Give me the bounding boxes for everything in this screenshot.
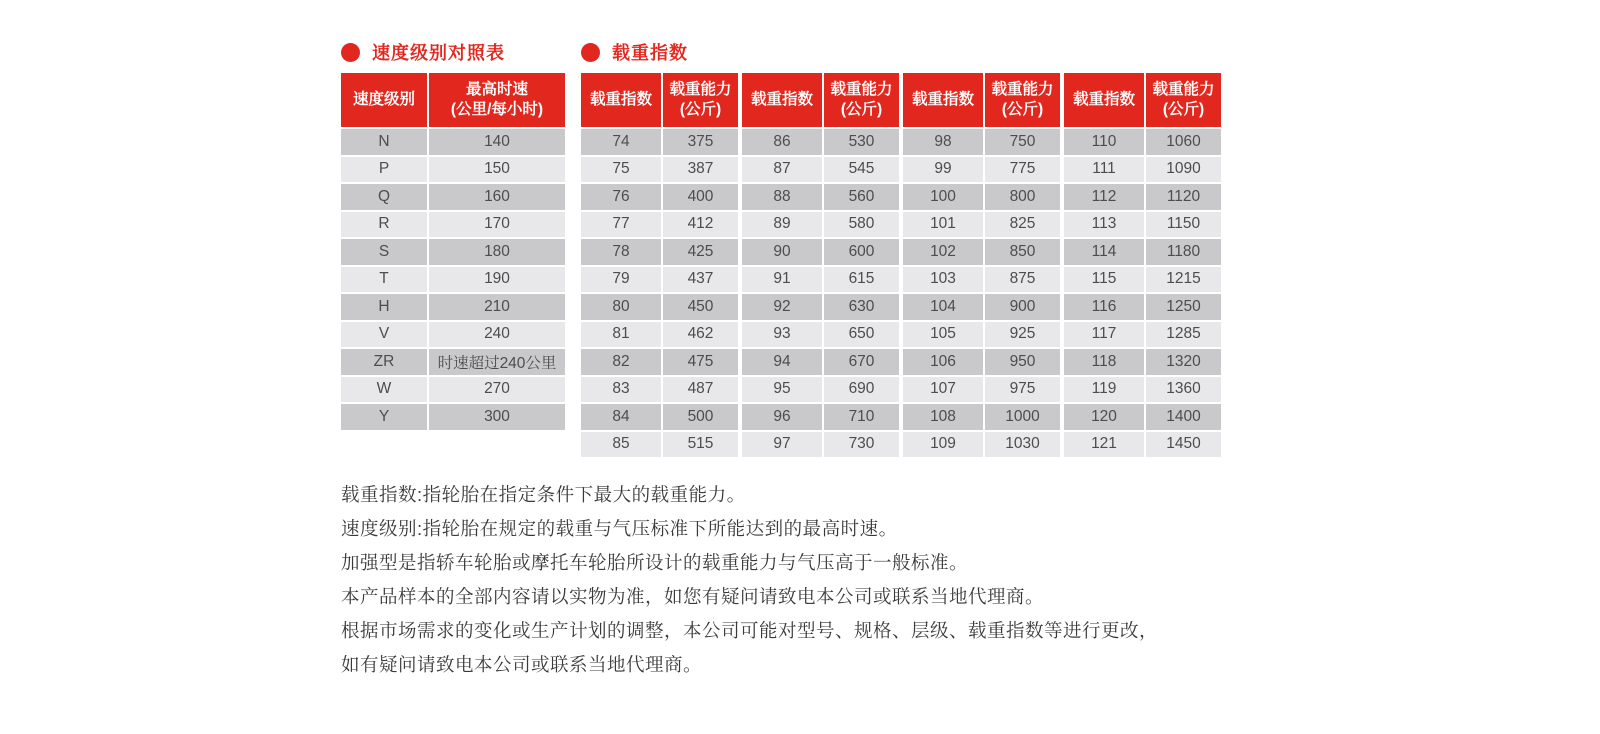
load-index-cell: 74 (581, 129, 661, 155)
load-index-cell: 111 (1064, 157, 1144, 183)
load-capacity-cell: 515 (663, 432, 738, 458)
load-capacity-cell: 900 (985, 294, 1060, 320)
max-speed-col-header (429, 73, 565, 127)
load-capacity-cell: 875 (985, 267, 1060, 293)
load-capacity-cell: 1285 (1146, 322, 1221, 348)
load-index-cell: 80 (581, 294, 661, 320)
load-capacity-cell: 750 (985, 129, 1060, 155)
load-index-cell: 110 (1064, 129, 1144, 155)
speed-rating-cell: W (341, 377, 427, 403)
load-capacity-cell: 1400 (1146, 404, 1221, 430)
load-capacity-cell: 600 (824, 239, 899, 265)
load-index-cell: 93 (742, 322, 822, 348)
load-index-col-header: 载重指数 (903, 73, 983, 127)
bullet-dot-icon (581, 43, 600, 62)
load-index-cell: 105 (903, 322, 983, 348)
load-capacity-col-header: 载重能力 (公斤) (1146, 73, 1221, 127)
speed-table-title-text: 速度级别对照表 (372, 43, 505, 63)
load-index-cell: 108 (903, 404, 983, 430)
speed-rating-cell: R (341, 212, 427, 238)
load-index-cell: 104 (903, 294, 983, 320)
load-index-cell: 77 (581, 212, 661, 238)
load-capacity-cell: 425 (663, 239, 738, 265)
load-capacity-cell: 825 (985, 212, 1060, 238)
load-index-cell: 120 (1064, 404, 1144, 430)
max-speed-header-line2: (公里/每小时) (450, 101, 544, 118)
load-capacity-cell: 950 (985, 349, 1060, 375)
load-index-cell: 82 (581, 349, 661, 375)
max-speed-cell: 190 (429, 267, 565, 293)
load-index-cell: 102 (903, 239, 983, 265)
max-speed-cell: 210 (429, 294, 565, 320)
load-capacity-cell: 1250 (1146, 294, 1221, 320)
load-index-group-1 (581, 73, 738, 457)
load-index-cell: 89 (742, 212, 822, 238)
load-index-cell: 115 (1064, 267, 1144, 293)
load-index-cell: 85 (581, 432, 661, 458)
load-index-cell: 79 (581, 267, 661, 293)
load-index-cell: 113 (1064, 212, 1144, 238)
load-capacity-cell: 475 (663, 349, 738, 375)
speed-table-title (341, 39, 505, 65)
note-line: 根据市场需求的变化或生产计划的调整，本公司可能对型号、规格、层级、载重指数等进行更改， (341, 620, 1159, 641)
load-capacity-cell: 850 (985, 239, 1060, 265)
speed-rating-col-header: 速度级别 (341, 73, 427, 127)
load-table-title-text: 载重指数 (612, 43, 688, 63)
load-index-cell: 84 (581, 404, 661, 430)
load-capacity-cell: 775 (985, 157, 1060, 183)
load-capacity-cell: 580 (824, 212, 899, 238)
load-index-cell: 107 (903, 377, 983, 403)
max-speed-cell: 140 (429, 129, 565, 155)
load-index-cell: 117 (1064, 322, 1144, 348)
load-capacity-cell: 1360 (1146, 377, 1221, 403)
note-line: 本产品样本的全部内容请以实物为准，如您有疑问请致电本公司或联系当地代理商。 (341, 586, 1045, 607)
load-capacity-col-header: 载重能力 (公斤) (663, 73, 738, 127)
load-index-cell: 98 (903, 129, 983, 155)
load-index-cell: 97 (742, 432, 822, 458)
load-capacity-cell: 530 (824, 129, 899, 155)
load-index-cell: 90 (742, 239, 822, 265)
load-capacity-cell: 615 (824, 267, 899, 293)
footnotes (341, 478, 1158, 682)
load-index-cell: 92 (742, 294, 822, 320)
load-capacity-cell: 375 (663, 129, 738, 155)
speed-rating-cell: N (341, 129, 427, 155)
speed-rating-cell: P (341, 157, 427, 183)
load-index-group-3 (903, 73, 1060, 457)
load-index-cell: 103 (903, 267, 983, 293)
speed-rating-cell: T (341, 267, 427, 293)
load-capacity-cell: 710 (824, 404, 899, 430)
load-index-cell: 76 (581, 184, 661, 210)
max-speed-cell: 300 (429, 404, 565, 430)
max-speed-cell: 150 (429, 157, 565, 183)
load-index-cell: 116 (1064, 294, 1144, 320)
load-capacity-cell: 1450 (1146, 432, 1221, 458)
load-index-col-header: 载重指数 (742, 73, 822, 127)
max-speed-header-line1: 最高时速 (465, 80, 528, 98)
load-index-cell: 112 (1064, 184, 1144, 210)
max-speed-cell: 180 (429, 239, 565, 265)
load-index-cell: 95 (742, 377, 822, 403)
load-capacity-cell: 1000 (985, 404, 1060, 430)
load-capacity-col-header: 载重能力 (公斤) (985, 73, 1060, 127)
load-index-col-header: 载重指数 (1064, 73, 1144, 127)
load-index-table (581, 73, 1221, 457)
load-capacity-cell: 560 (824, 184, 899, 210)
load-index-cell: 118 (1064, 349, 1144, 375)
speed-rating-cell: Y (341, 404, 427, 430)
load-capacity-cell: 925 (985, 322, 1060, 348)
load-capacity-cell: 1215 (1146, 267, 1221, 293)
load-capacity-cell: 437 (663, 267, 738, 293)
load-capacity-cell: 412 (663, 212, 738, 238)
load-capacity-cell: 975 (985, 377, 1060, 403)
load-index-col-header: 载重指数 (581, 73, 661, 127)
load-capacity-col-header: 载重能力 (公斤) (824, 73, 899, 127)
speed-rating-cell: S (341, 239, 427, 265)
note-line: 如有疑问请致电本公司或联系当地代理商。 (341, 654, 703, 675)
load-index-cell: 88 (742, 184, 822, 210)
note-line: 加强型是指轿车轮胎或摩托车轮胎所设计的载重能力与气压高于一般标准。 (341, 552, 969, 573)
speed-rating-cell: Q (341, 184, 427, 210)
load-index-cell: 99 (903, 157, 983, 183)
load-index-cell: 109 (903, 432, 983, 458)
load-capacity-cell: 387 (663, 157, 738, 183)
bullet-dot-icon (341, 43, 360, 62)
load-index-cell: 100 (903, 184, 983, 210)
speed-rating-cell: V (341, 322, 427, 348)
load-capacity-cell: 1060 (1146, 129, 1221, 155)
note-line: 载重指数:指轮胎在指定条件下最大的载重能力。 (341, 484, 746, 505)
load-index-cell: 106 (903, 349, 983, 375)
note-line: 速度级别:指轮胎在规定的载重与气压标准下所能达到的最高时速。 (341, 518, 898, 539)
load-index-cell: 75 (581, 157, 661, 183)
max-speed-cell: 160 (429, 184, 565, 210)
load-index-cell: 78 (581, 239, 661, 265)
load-capacity-cell: 500 (663, 404, 738, 430)
max-speed-cell: 时速超过240公里 (429, 349, 565, 375)
load-capacity-cell: 630 (824, 294, 899, 320)
load-index-cell: 87 (742, 157, 822, 183)
max-speed-cell: 170 (429, 212, 565, 238)
load-capacity-cell: 800 (985, 184, 1060, 210)
load-capacity-cell: 1150 (1146, 212, 1221, 238)
load-index-cell: 121 (1064, 432, 1144, 458)
load-capacity-cell: 650 (824, 322, 899, 348)
max-speed-cell: 240 (429, 322, 565, 348)
load-capacity-cell: 1320 (1146, 349, 1221, 375)
load-capacity-cell: 1090 (1146, 157, 1221, 183)
load-capacity-cell: 487 (663, 377, 738, 403)
load-table-title (581, 39, 688, 65)
load-index-cell: 91 (742, 267, 822, 293)
load-index-cell: 101 (903, 212, 983, 238)
load-index-cell: 114 (1064, 239, 1144, 265)
load-index-group-2 (742, 73, 899, 457)
load-capacity-cell: 462 (663, 322, 738, 348)
speed-rating-table (341, 73, 565, 430)
max-speed-cell: 270 (429, 377, 565, 403)
load-capacity-cell: 1120 (1146, 184, 1221, 210)
load-index-cell: 94 (742, 349, 822, 375)
load-capacity-cell: 450 (663, 294, 738, 320)
load-index-cell: 119 (1064, 377, 1144, 403)
load-index-cell: 83 (581, 377, 661, 403)
load-capacity-cell: 1180 (1146, 239, 1221, 265)
load-index-group-4 (1064, 73, 1221, 457)
speed-rating-cell: H (341, 294, 427, 320)
load-capacity-cell: 690 (824, 377, 899, 403)
load-capacity-cell: 670 (824, 349, 899, 375)
load-capacity-cell: 545 (824, 157, 899, 183)
load-index-cell: 96 (742, 404, 822, 430)
load-index-cell: 86 (742, 129, 822, 155)
load-index-cell: 81 (581, 322, 661, 348)
speed-rating-cell: ZR (341, 349, 427, 375)
load-capacity-cell: 400 (663, 184, 738, 210)
load-capacity-cell: 730 (824, 432, 899, 458)
load-capacity-cell: 1030 (985, 432, 1060, 458)
